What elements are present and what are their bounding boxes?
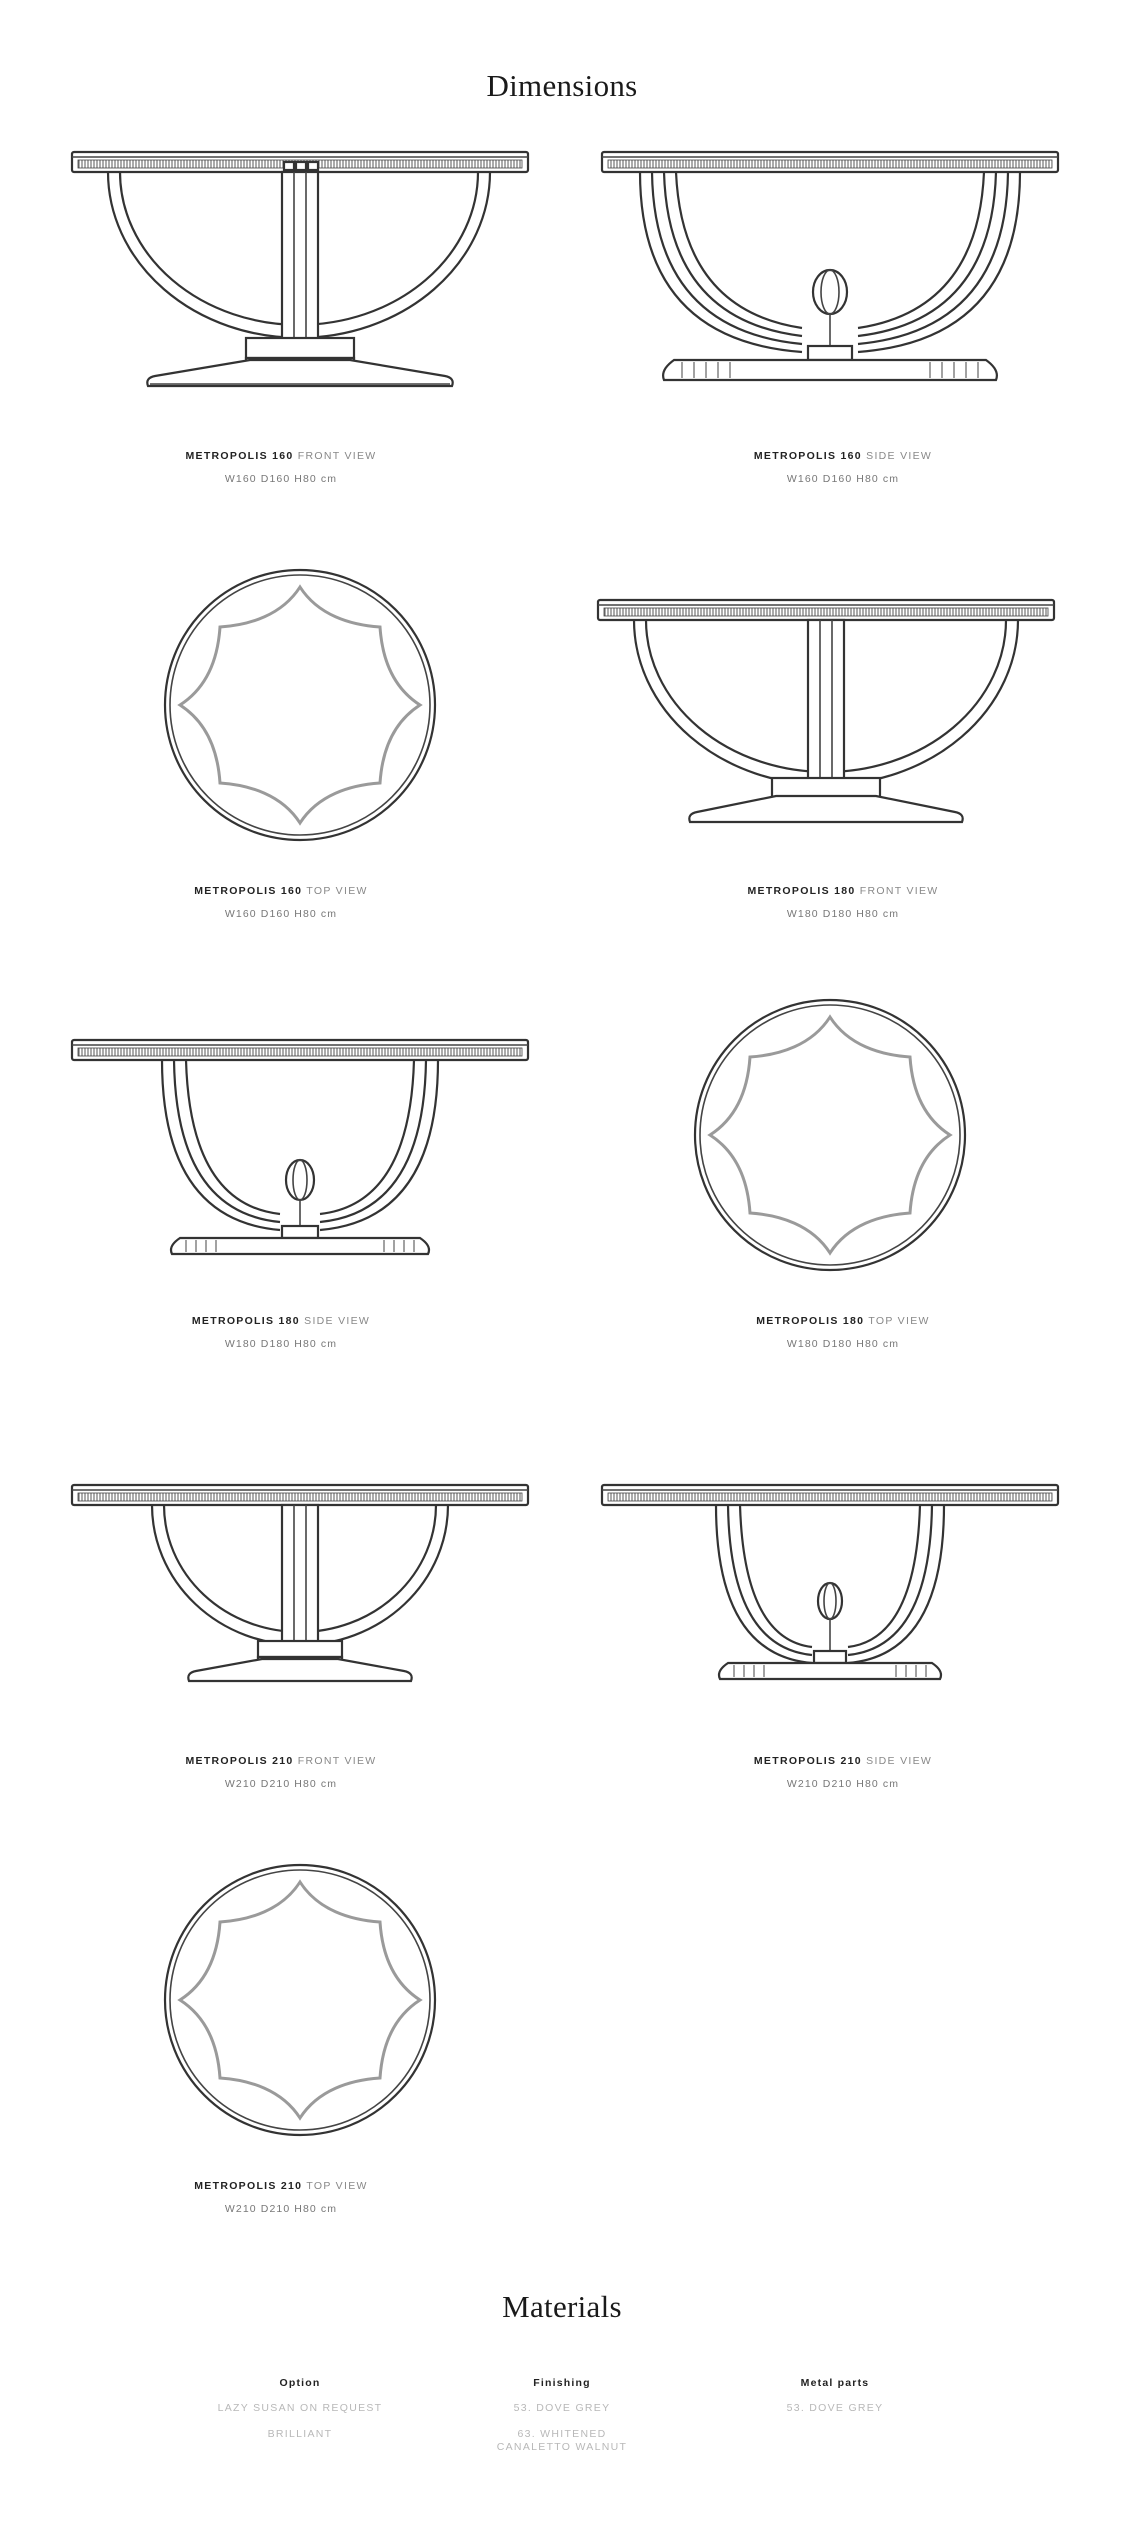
model-name: METROPOLIS 180 [191,1315,300,1327]
side-view-drawing [0,1030,562,1270]
materials-value: LAZY SUSAN ON REQUEST [217,2402,383,2414]
dimension-size: W180 D180 H80 cm [224,1338,338,1350]
top-view-drawing [0,565,562,845]
dimension-size: W210 D210 H80 cm [224,1778,338,1790]
model-name: METROPOLIS 160 [194,885,303,897]
side-view-drawing [562,140,1124,400]
materials-value: 63. WHITENED CANALETTO WALNUT [496,2428,628,2453]
view-name: FRONT VIEW [297,1755,377,1767]
view-name: TOP VIEW [868,1315,930,1327]
front-view-drawing [562,590,1124,830]
materials-column-option [180,2377,420,2441]
dimension-size: W210 D210 H80 cm [786,1778,900,1790]
materials-heading: Option [279,2377,321,2389]
front-view-drawing [0,140,562,400]
dimension-size: W180 D180 H80 cm [786,1338,900,1350]
materials-heading: Metal parts [800,2377,870,2389]
dimension-size: W210 D210 H80 cm [224,2203,338,2215]
model-name: METROPOLIS 160 [753,450,862,462]
front-view-drawing [0,1475,562,1715]
model-name: METROPOLIS 180 [756,1315,865,1327]
view-name: FRONT VIEW [859,885,939,897]
dimension-size: W160 D160 H80 cm [224,473,338,485]
materials-column-finishing [442,2377,682,2454]
top-view-drawing [562,995,1124,1275]
view-name: TOP VIEW [306,885,368,897]
dimension-size: W180 D180 H80 cm [786,908,900,920]
dimensions-title: Dimensions [486,68,638,103]
dimension-size: W160 D160 H80 cm [224,908,338,920]
view-name: SIDE VIEW [866,450,933,462]
top-view-drawing [0,1860,562,2140]
view-name: FRONT VIEW [297,450,377,462]
model-name: METROPOLIS 180 [747,885,856,897]
materials-heading: Finishing [533,2377,591,2389]
materials-value: BRILLIANT [267,2428,333,2440]
materials-value: 53. DOVE GREY [513,2402,611,2414]
view-name: SIDE VIEW [304,1315,371,1327]
model-name: METROPOLIS 210 [194,2180,303,2192]
model-name: METROPOLIS 210 [753,1755,862,1767]
materials-value: 53. DOVE GREY [786,2402,884,2414]
side-view-drawing [562,1475,1124,1715]
materials-column-metal-parts [715,2377,955,2415]
model-name: METROPOLIS 160 [185,450,294,462]
model-name: METROPOLIS 210 [185,1755,294,1767]
materials-title: Materials [502,2289,622,2324]
view-name: TOP VIEW [306,2180,368,2192]
dimension-size: W160 D160 H80 cm [786,473,900,485]
view-name: SIDE VIEW [866,1755,933,1767]
